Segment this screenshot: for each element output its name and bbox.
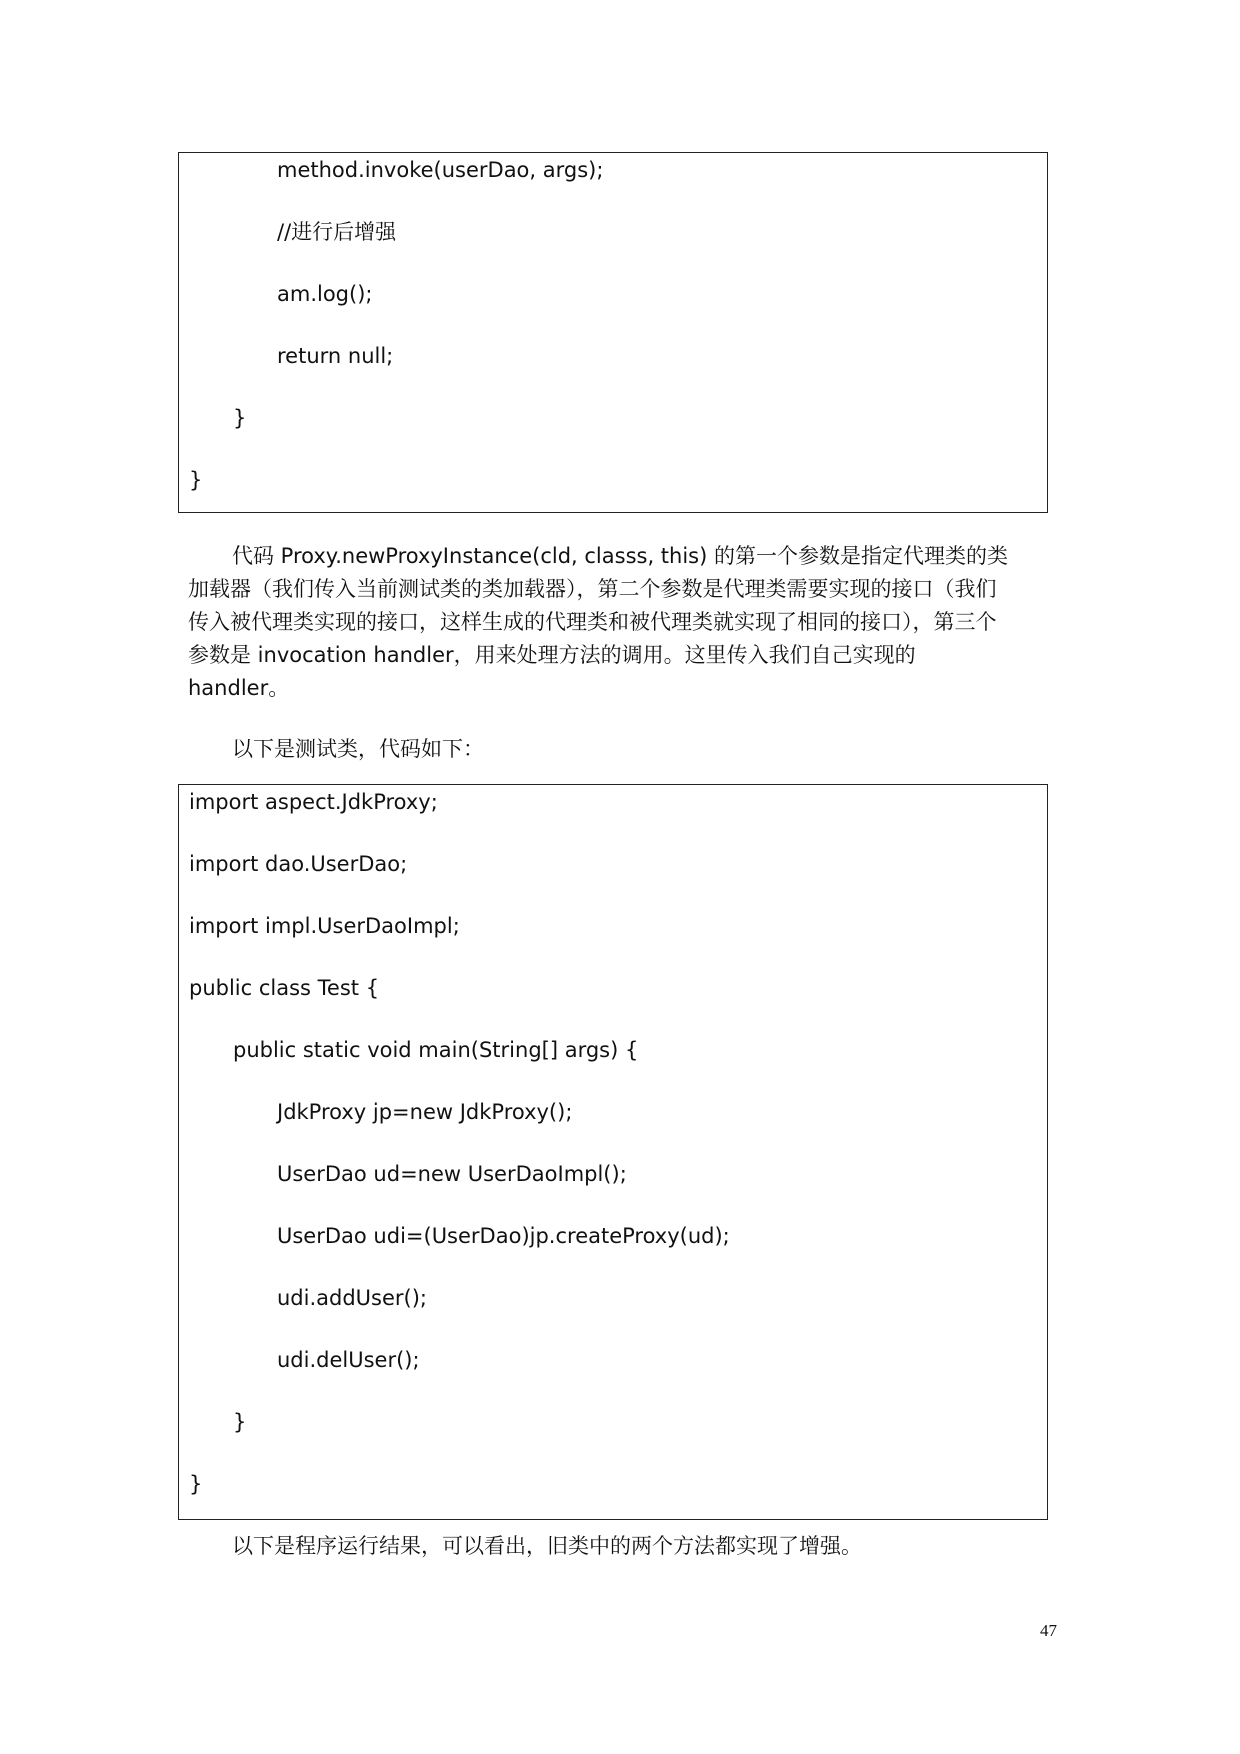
result-intro xyxy=(188,1530,1068,1563)
test-class-intro xyxy=(188,733,1068,766)
method-declaration: public static void main(String[] args) { xyxy=(233,1038,639,1062)
paragraph-line: 以下是程序运行结果，可以看出，旧类中的两个方法都实现了增强。 xyxy=(232,1534,862,1558)
import-line: import impl.UserDaoImpl; xyxy=(189,914,460,938)
paragraph-line: 传入被代理类实现的接口，这样生成的代理类和被代理类就实现了相同的接口），第三个 xyxy=(188,610,997,634)
code-line: udi.addUser(); xyxy=(277,1286,428,1310)
paragraph-line: handler。 xyxy=(188,676,290,700)
test-class-code-block xyxy=(178,784,1048,1520)
paragraph-line: 参数是 invocation handler，用来处理方法的调用。这里传入我们自己实现的 xyxy=(188,643,916,667)
code-line: am.log(); xyxy=(277,282,373,306)
paragraph-line: 以下是测试类，代码如下： xyxy=(232,737,484,761)
code-line: udi.delUser(); xyxy=(277,1348,420,1372)
code-line: return null; xyxy=(277,344,394,368)
code-comment: //进行后增强 xyxy=(277,220,397,244)
page-number: 47 xyxy=(1040,1621,1057,1640)
class-declaration: public class Test { xyxy=(189,976,380,1000)
import-line: import aspect.JdkProxy; xyxy=(189,790,438,814)
paragraph-line: 加载器（我们传入当前测试类的类加载器），第二个参数是代理类需要实现的接口（我们 xyxy=(188,577,997,601)
paragraph-line: 代码 Proxy.newProxyInstance(cld, classs, this) 的第一个参数是指定代理类的类 xyxy=(232,544,1008,568)
code-closing-brace: } xyxy=(189,1472,203,1496)
import-line: import dao.UserDao; xyxy=(189,852,408,876)
code-block-continuation xyxy=(178,152,1048,513)
code-line: method.invoke(userDao, args); xyxy=(277,158,604,182)
explanation-paragraph xyxy=(188,540,1068,705)
code-closing-brace: } xyxy=(233,1410,247,1434)
code-line: UserDao ud=new UserDaoImpl(); xyxy=(277,1162,627,1186)
code-closing-brace: } xyxy=(189,468,203,492)
code-closing-brace: } xyxy=(233,406,247,430)
code-line: JdkProxy jp=new JdkProxy(); xyxy=(277,1100,573,1124)
code-line: UserDao udi=(UserDao)jp.createProxy(ud); xyxy=(277,1224,730,1248)
